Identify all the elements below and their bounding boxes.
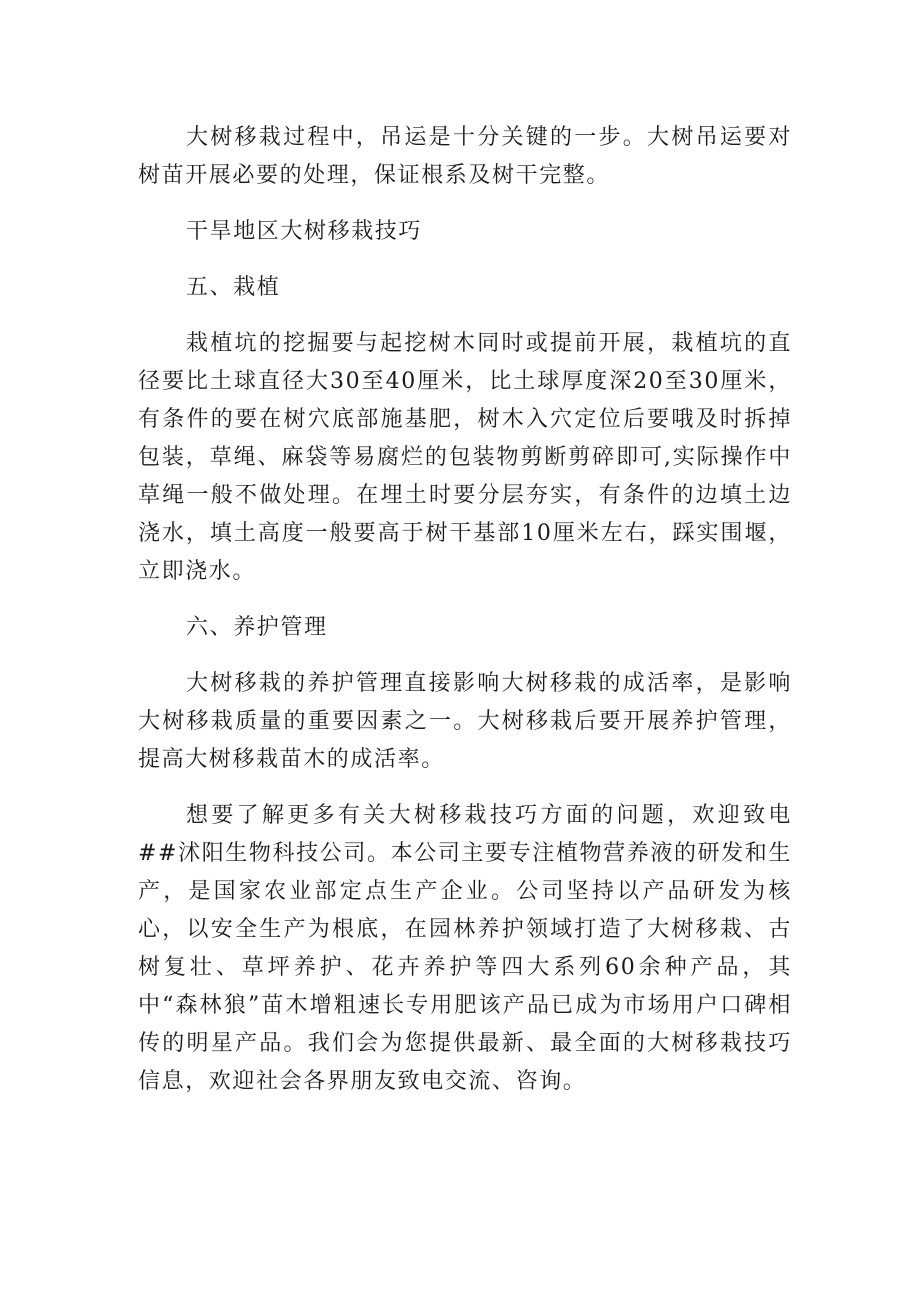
paragraph-company-info: 想要了解更多有关大树移栽技巧方面的问题，欢迎致电##沭阳生物科技公司。本公司主要专注植物营养液的研发和生产，是国家农业部定点生产企业。公司坚持以产品研发为核心，以安全生产为根底，在园林养护领域打造了大树移栽、古树复壮、草坪养护、花卉养护等四大系列60余种产品，其中“森林狼”苗木增粗速长专用肥该产品已成为市场用户口碑相传的明星产品。我们会为您提供最新、最全面的大树移栽技巧信息，欢迎社会各界朋友致电交流、咨询。 xyxy=(138,803,792,1094)
paragraph-hoisting: 大树移栽过程中，吊运是十分关键的一步。大树吊运要对树苗开展必要的处理，保证根系及树干完整。 xyxy=(138,125,792,188)
section-heading-maintenance: 六、养护管理 xyxy=(186,615,328,640)
section-title-arid-region: 干旱地区大树移栽技巧 xyxy=(186,219,423,244)
paragraph-maintenance: 大树移栽的养护管理直接影响大树移栽的成活率，是影响大树移栽质量的重要因素之一。大树移栽后要开展养护管理，提高大树移栽苗木的成活率。 xyxy=(138,671,792,772)
section-heading-planting: 五、栽植 xyxy=(186,275,281,300)
document-body xyxy=(138,119,792,1119)
paragraph-planting: 栽植坑的挖掘要与起挖树木同时或提前开展，栽植坑的直径要比土球直径大30至40厘米，比土球厚度深20至30厘米，有条件的要在树穴底部施基肥，树木入穴定位后要哦及时拆掉包装，草绳、麻袋等易腐烂的包装物剪断剪碎即可,实际操作中草绳一般不做处理。在埋土时要分层夯实，有条件的边填土边浇水，填土高度一般要高于树干基部10厘米左右，踩实围堰，立即浇水。 xyxy=(138,331,792,584)
